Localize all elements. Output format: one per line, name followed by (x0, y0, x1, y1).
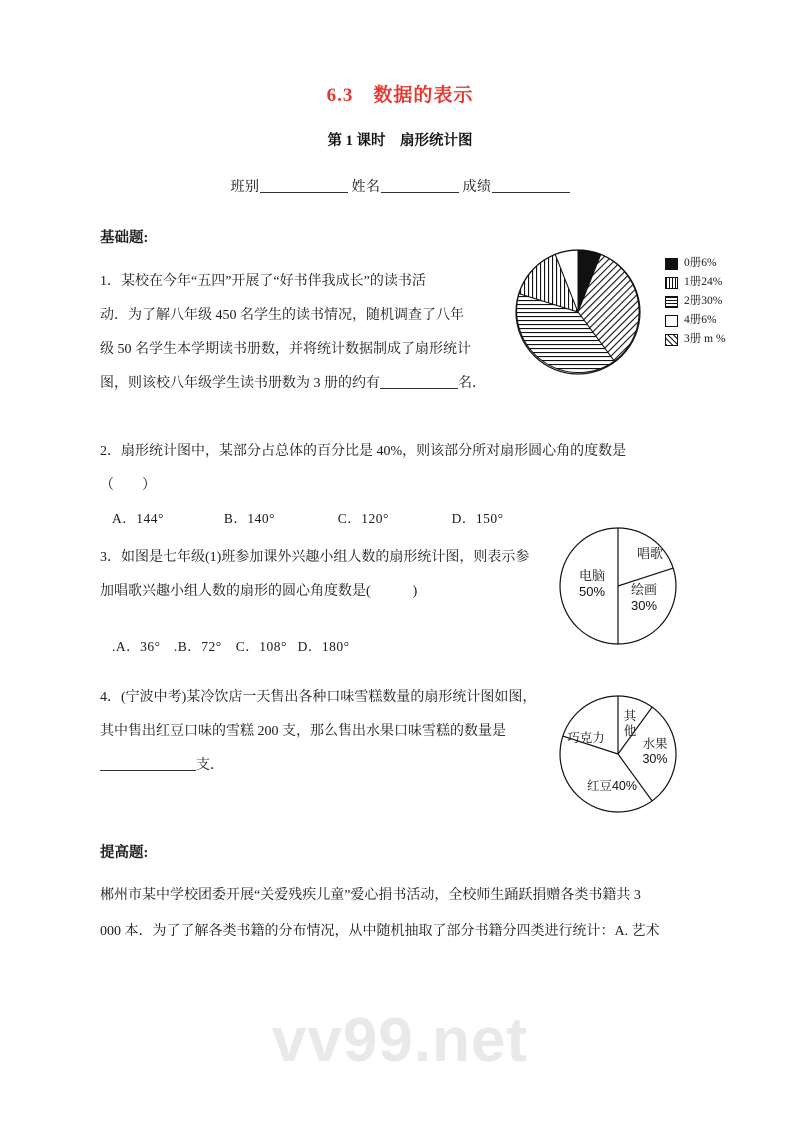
pie-chart-1 (500, 240, 660, 395)
svg-text:水果: 水果 (642, 737, 668, 751)
question-3-choice-d[interactable]: D．180° (297, 639, 350, 654)
question-1-answer-blank (380, 375, 458, 389)
question-4 (100, 681, 570, 783)
figure-2-interest-group-pie (540, 516, 700, 671)
question-1 (100, 265, 530, 401)
question-3-line-1: 3．如图是七年级(1)班参加课外兴趣小组人数的扇形统计图，则表示参 (100, 550, 530, 565)
watermark: vv99.net (271, 1006, 529, 1075)
legend-swatch-white-icon (665, 315, 678, 327)
question-4-answer-blank (100, 757, 196, 771)
legend-label: 2册30% (684, 295, 723, 307)
basic-section-heading: 基础题: (100, 230, 149, 246)
question-3-choice-c[interactable]: C．108° (235, 639, 287, 654)
question-2-choice-c[interactable]: C．120° (337, 511, 389, 526)
figure-1-reading-books-pie (490, 240, 770, 390)
legend-swatch-vertical-icon (665, 277, 678, 289)
question-1-line-3: 级 50 名学生本学期读书册数，并将统计数据制成了扇形统计 (100, 342, 471, 357)
legend-item (665, 292, 726, 311)
legend-swatch-0ce-icon (665, 258, 678, 270)
svg-text:红豆40%: 红豆40% (586, 779, 638, 793)
score-blank (492, 178, 570, 193)
pie-chart-1-legend (665, 254, 726, 349)
question-2-choice-d[interactable]: D．150° (451, 511, 504, 526)
improve-line-2: 000 本．为了了解各类书籍的分布情况，从中随机抽取了部分书籍分四类进行统计：A. 艺术 (100, 924, 660, 939)
improve-question-text (100, 878, 700, 950)
question-4-line-3-tail: 支． (196, 758, 224, 773)
legend-item (665, 273, 726, 292)
improve-section-heading: 提高题: (100, 845, 149, 861)
score-label: 成绩 (462, 180, 492, 195)
legend-swatch-diagonal-icon (665, 334, 678, 346)
question-4-line-2: 其中售出红豆口味的雪糕 200 支，那么售出水果口味雪糕的数量是 (100, 724, 506, 739)
svg-text:30%: 30% (630, 598, 658, 613)
question-2-choice-b[interactable]: B．140° (223, 511, 276, 526)
svg-text:他: 他 (623, 724, 637, 738)
question-1-line-4-text: 图，则该校八年级学生读书册数为 3 册的约有 (100, 376, 380, 391)
class-label: 班别 (230, 180, 260, 195)
legend-label: 1册24% (684, 276, 723, 288)
question-4-line-3 (100, 749, 570, 783)
svg-text:电脑: 电脑 (578, 568, 606, 583)
legend-label: 0册6% (684, 257, 717, 269)
legend-item (665, 254, 726, 273)
question-3-line-2: 加唱歌兴趣小组人数的扇形的圆心角度数是( ) (100, 584, 418, 599)
legend-swatch-horizontal-icon (665, 296, 678, 308)
svg-text:唱歌: 唱歌 (636, 546, 664, 561)
question-1-line-2: 动．为了解八年级 450 名学生的读书情况，随机调查了八年 (100, 308, 464, 323)
question-2-line-2: （ ） (100, 478, 156, 493)
name-blank (381, 178, 459, 193)
question-2 (100, 435, 700, 503)
svg-text:巧克力: 巧克力 (567, 731, 605, 745)
class-blank (260, 178, 348, 193)
question-1-line-4-tail: 名． (458, 376, 486, 391)
question-2-line-1: 2．扇形统计图中，某部分占总体的百分比是 40%，则该部分所对扇形圆心角的度数是 (100, 444, 627, 459)
svg-text:绘画: 绘画 (630, 582, 658, 597)
page-title: 6.3 数据的表示 (326, 85, 474, 106)
svg-text:50%: 50% (578, 584, 606, 599)
question-1-line-1: 1．某校在今年“五四”开展了“好书伴我成长”的读书活 (100, 274, 426, 289)
question-3-choice-b[interactable]: .B．72° (173, 639, 222, 654)
figure-3-icecream-pie (540, 684, 700, 839)
question-4-line-1: 4．(宁波中考)某冷饮店一天售出各种口味雪糕数量的扇形统计图如图， (100, 690, 537, 705)
svg-text:其: 其 (623, 709, 637, 723)
legend-label: 4册6% (684, 314, 717, 326)
student-info-line (0, 176, 800, 196)
legend-item (665, 330, 726, 349)
question-1-line-4 (100, 367, 530, 401)
legend-label: 3册 m % (684, 333, 726, 345)
page-subtitle: 第 1 课时 扇形统计图 (327, 133, 473, 149)
question-3-choice-a[interactable]: .A．36° (112, 639, 161, 654)
improve-line-1: 郴州市某中学校团委开展“关爱残疾儿童”爱心捐书活动，全校师生踊跃捐赠各类书籍共 3 (100, 888, 641, 903)
svg-text:30%: 30% (642, 752, 668, 766)
legend-item (665, 311, 726, 330)
question-3 (100, 541, 580, 609)
question-2-choice-a[interactable]: A．144° (112, 511, 164, 526)
name-label: 姓名 (351, 180, 381, 195)
